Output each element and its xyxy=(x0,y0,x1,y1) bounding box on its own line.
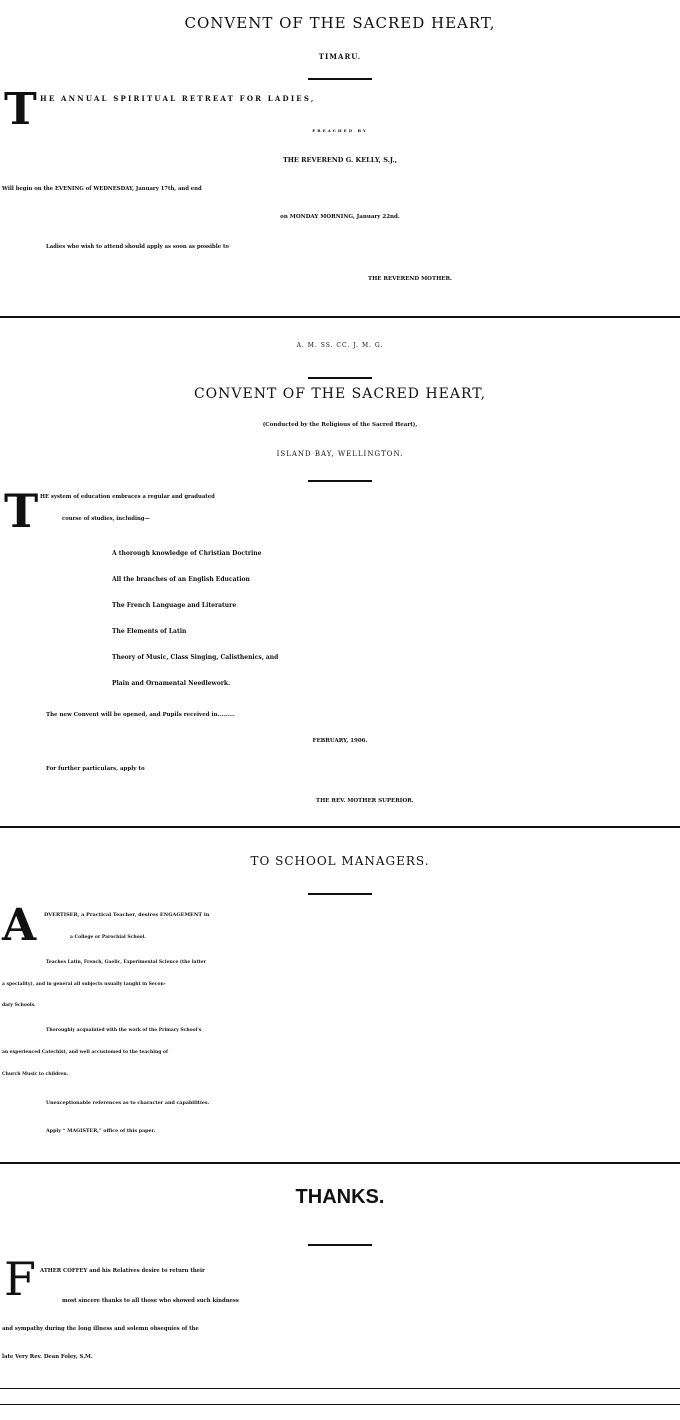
ad1-preacher: THE REVEREND G. KELLY, S.J., xyxy=(282,156,398,164)
ad3-p2-line3: dary Schools. xyxy=(2,1003,36,1008)
ad4-line2: most sincere thanks to all those who showed such kindness xyxy=(62,1298,239,1304)
ad1-line1: Will begin on the EVENING of WEDNESDAY, January 17th, and end xyxy=(2,186,202,192)
ad3-drop-cap: A xyxy=(2,900,37,951)
ad2-intro-line2: course of studies, including— xyxy=(62,516,150,522)
ad2-subtitle: (Conducted by the Religious of the Sacred Heart), xyxy=(262,422,418,428)
ad2-intro-line1: HE system of education embraces a regular and graduated xyxy=(40,494,215,500)
ad3-p2-line1: Teaches Latin, French, Gaelic, Experimental Science (the latter xyxy=(46,960,206,965)
ad2-subject: Plain and Ornamental Needlework. xyxy=(112,680,231,687)
ad3-p5: Apply “ MAGISTER,” office of this paper. xyxy=(46,1128,156,1134)
ad2-date: FEBRUARY, 1906. xyxy=(312,738,368,744)
ad2-motto: A. M. SS. CC. J. M. G. xyxy=(296,342,384,349)
ad2-drop-cap: T xyxy=(4,484,39,538)
divider-1 xyxy=(0,316,680,318)
ad2-apply: For further particulars, apply to xyxy=(46,766,145,772)
ad3-p1-line2: a College or Parochial School. xyxy=(70,935,146,940)
ad2-signature: THE REV. MOTHER SUPERIOR. xyxy=(316,798,414,804)
ad1-signature: THE REVEREND MOTHER. xyxy=(368,276,452,282)
ad2-subject: All the branches of an English Education xyxy=(112,576,250,583)
ad2-subject: The French Language and Literature xyxy=(112,602,237,609)
ad4-line4: late Very Rev. Dean Foley, S.M. xyxy=(2,1354,93,1360)
ad2-title: CONVENT OF THE SACRED HEART, xyxy=(193,386,487,402)
ad4-line1: ATHER COFFEY and his Relatives desire to return their xyxy=(40,1268,205,1274)
ad2-place: ISLAND BAY, WELLINGTON. xyxy=(276,450,404,458)
ad2-short-rule xyxy=(308,480,372,482)
divider-4a xyxy=(0,1388,680,1389)
ad1-preached-by: PREACHED BY xyxy=(312,128,368,133)
ad3-p3-line2: an experienced Catechist, and well accustomed to the teaching of xyxy=(2,1050,168,1055)
ad4-short-rule xyxy=(308,1244,372,1246)
ad1-line3: Ladies who wish to attend should apply as soon as possible to xyxy=(46,244,229,250)
ad1-drop-cap: T xyxy=(4,84,37,135)
ad3-p2-line2: a speciality), and in general all subjects usually taught in Secon- xyxy=(2,982,166,987)
divider-2 xyxy=(0,826,680,828)
ad4-title: THANKS. xyxy=(295,1186,385,1208)
ad1-place: TIMARU. xyxy=(318,52,362,61)
ad3-title: TO SCHOOL MANAGERS. xyxy=(250,854,430,868)
ad2-subject: Theory of Music, Class Singing, Calisthenics, and xyxy=(112,654,279,661)
ad2-subject: A thorough knowledge of Christian Doctrine xyxy=(112,550,262,557)
ad2-opening: The new Convent will be opened, and Pupils received in......... xyxy=(46,712,235,718)
ad3-short-rule xyxy=(308,893,372,895)
ad3-p4: Unexceptionable references as to character and capabilities. xyxy=(46,1100,210,1106)
ad3-p1-line1: DVERTISER, a Practical Teacher, desires ENGAGEMENT in xyxy=(44,912,210,918)
ad1-heading: HE ANNUAL SPIRITUAL RETREAT FOR LADIES, xyxy=(40,94,316,103)
ad4-drop-cap: F xyxy=(4,1252,36,1306)
ad1-short-rule xyxy=(308,78,372,80)
divider-3 xyxy=(0,1162,680,1164)
ad3-p3-line3: Church Music to children. xyxy=(2,1072,69,1077)
ad4-line3: and sympathy during the long illness and solemn obsequies of the xyxy=(2,1326,199,1332)
ad1-line2: on MONDAY MORNING, January 22nd. xyxy=(280,214,400,220)
ad2-subject: The Elements of Latin xyxy=(112,628,187,635)
ad1-title: CONVENT OF THE SACRED HEART, xyxy=(184,14,496,32)
ad3-p3-line1: Thoroughly acquainted with the work of the Primary School's xyxy=(46,1028,202,1033)
divider-4b xyxy=(0,1404,680,1405)
ad2-short-rule-top xyxy=(308,377,372,379)
